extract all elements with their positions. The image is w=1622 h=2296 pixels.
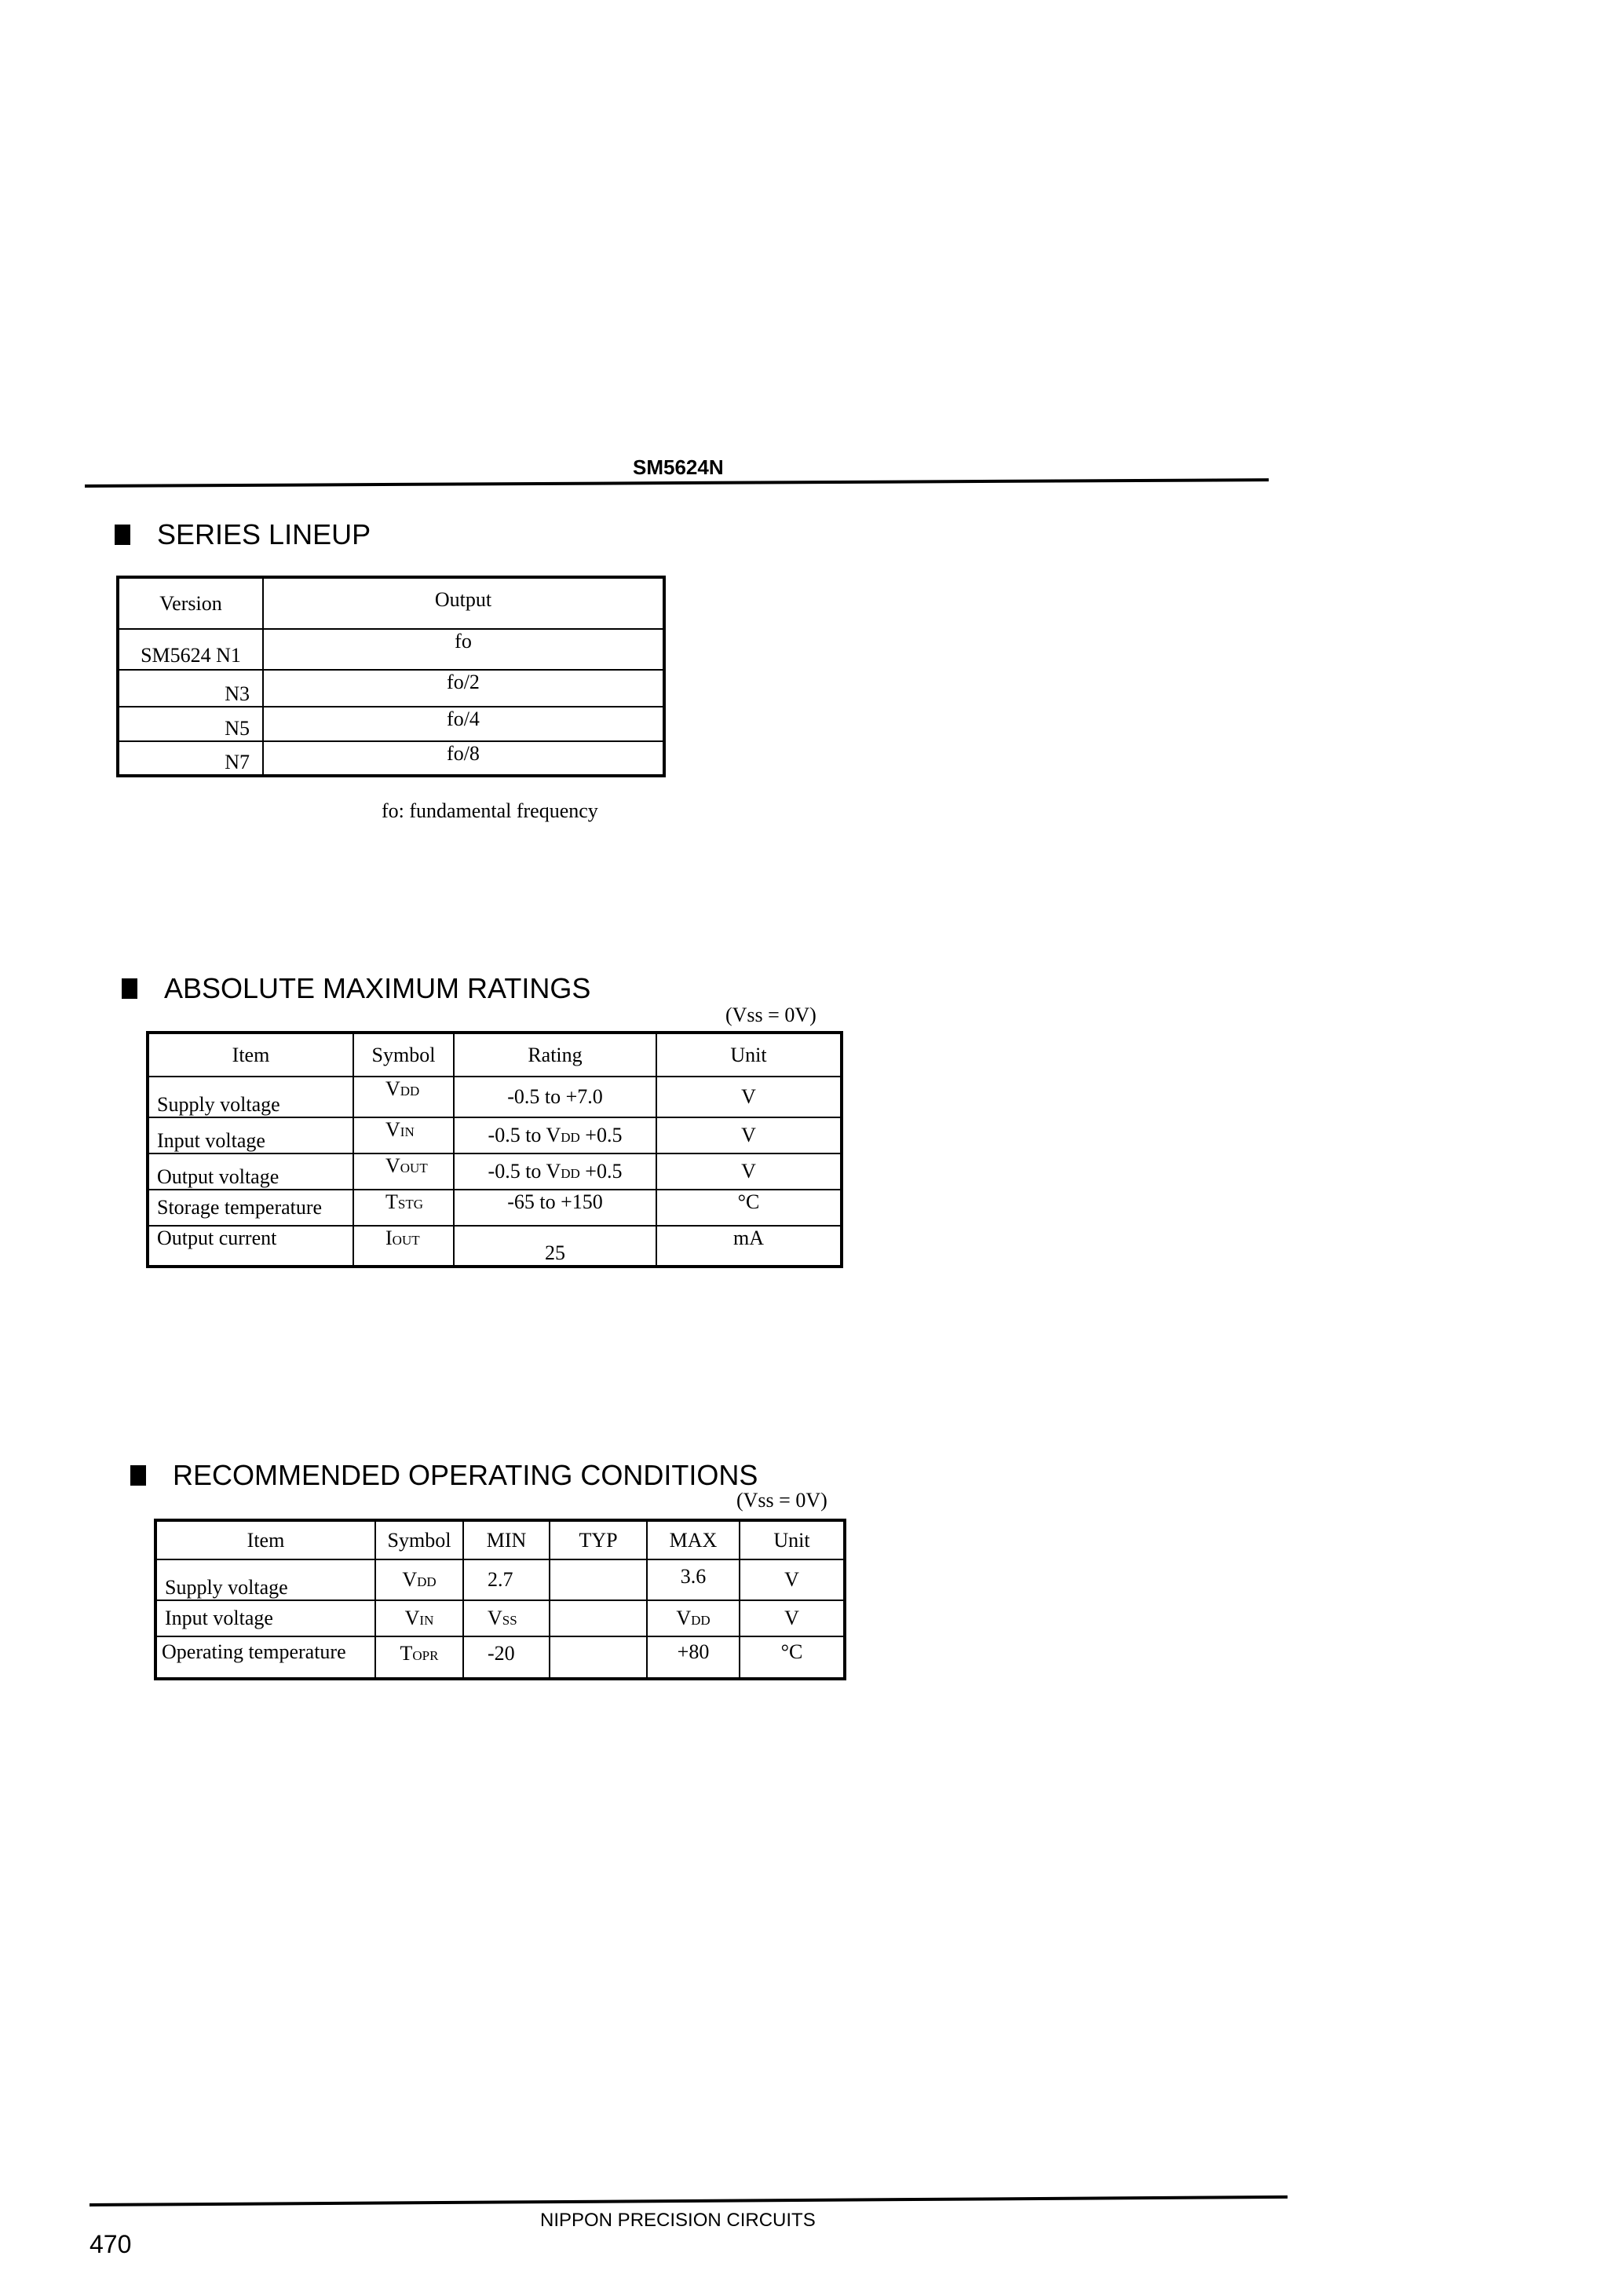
symbol-cell: VOUT [353, 1153, 454, 1190]
symbol-cell: TOPR [375, 1636, 463, 1679]
table-row [148, 1153, 842, 1190]
output-cell: fo/2 [263, 670, 664, 707]
square-bullet-icon [130, 1465, 146, 1486]
item-cell: Operating temperature [155, 1636, 375, 1679]
column-header-unit: Unit [656, 1033, 842, 1077]
unit-cell: V [740, 1600, 845, 1636]
column-header-item: Item [148, 1033, 353, 1077]
rating-cell: -0.5 to +7.0 [454, 1077, 656, 1117]
section-heading-series-lineup [115, 518, 371, 551]
table-row [118, 741, 664, 776]
symbol-cell: VDD [375, 1559, 463, 1600]
column-header-max: MAX [647, 1520, 740, 1559]
footnote: fo: fundamental frequency [382, 799, 598, 822]
output-cell: fo [263, 629, 664, 670]
document-part-number: SM5624N [633, 455, 724, 479]
table-row [118, 707, 664, 741]
footer-company-name: NIPPON PRECISION CIRCUITS [540, 2210, 816, 2231]
column-header-output: Output [263, 577, 664, 629]
rating-cell: -65 to +150 [454, 1190, 656, 1226]
square-bullet-icon [122, 978, 137, 999]
table-row [148, 1226, 842, 1267]
column-header-symbol: Symbol [375, 1520, 463, 1559]
section-title: ABSOLUTE MAXIMUM RATINGS [164, 972, 591, 1004]
item-cell: Supply voltage [155, 1559, 375, 1600]
table-row [148, 1190, 842, 1226]
min-cell: VSS [463, 1600, 550, 1636]
table-row [148, 1117, 842, 1153]
section-title: RECOMMENDED OPERATING CONDITIONS [173, 1459, 758, 1491]
column-header-rating: Rating [454, 1033, 656, 1077]
symbol-cell: TSTG [353, 1190, 454, 1226]
condition-note: (Vss = 0V) [725, 1004, 816, 1026]
rating-cell: 25 [454, 1226, 656, 1267]
min-cell: 2.7 [463, 1559, 550, 1600]
table-row [155, 1600, 845, 1636]
column-header-version: Version [118, 577, 263, 629]
table-row [148, 1077, 842, 1117]
unit-cell: °C [656, 1190, 842, 1226]
page-number: 470 [90, 2230, 132, 2258]
table-header-row [118, 577, 664, 629]
column-header-min: MIN [463, 1520, 550, 1559]
absolute-maximum-ratings-table [146, 1031, 843, 1268]
output-cell: fo/8 [263, 741, 664, 776]
unit-cell: V [740, 1559, 845, 1600]
item-cell: Input voltage [148, 1117, 353, 1153]
table-header-row [148, 1033, 842, 1077]
section-heading-absolute-maximum-ratings [122, 972, 590, 1005]
item-cell: Supply voltage [148, 1077, 353, 1117]
max-cell: VDD [647, 1600, 740, 1636]
section-heading-recommended-operating-conditions [130, 1459, 758, 1492]
column-header-unit: Unit [740, 1520, 845, 1559]
typ-cell [550, 1600, 647, 1636]
item-cell: Output current [148, 1226, 353, 1267]
table-row [118, 670, 664, 707]
max-cell: +80 [647, 1636, 740, 1679]
symbol-cell: VIN [375, 1600, 463, 1636]
table-row [155, 1559, 845, 1600]
typ-cell [550, 1636, 647, 1679]
series-lineup-table [116, 576, 666, 777]
version-cell: SM5624 N1 [118, 629, 263, 670]
item-cell: Output voltage [148, 1153, 353, 1190]
min-cell: -20 [463, 1636, 550, 1679]
condition-note: (Vss = 0V) [736, 1489, 827, 1512]
unit-cell: V [656, 1077, 842, 1117]
version-cell: N7 [118, 741, 263, 776]
unit-cell: mA [656, 1226, 842, 1267]
column-header-symbol: Symbol [353, 1033, 454, 1077]
table-row [118, 629, 664, 670]
unit-cell: °C [740, 1636, 845, 1679]
typ-cell [550, 1559, 647, 1600]
symbol-cell: VDD [353, 1077, 454, 1117]
max-cell: 3.6 [647, 1559, 740, 1600]
square-bullet-icon [115, 525, 130, 545]
column-header-typ: TYP [550, 1520, 647, 1559]
section-title: SERIES LINEUP [157, 518, 371, 550]
unit-cell: V [656, 1153, 842, 1190]
item-cell: Input voltage [155, 1600, 375, 1636]
rating-cell: -0.5 to VDD +0.5 [454, 1117, 656, 1153]
recommended-operating-conditions-table [154, 1519, 846, 1680]
symbol-cell: IOUT [353, 1226, 454, 1267]
symbol-cell: VIN [353, 1117, 454, 1153]
version-cell: N3 [118, 670, 263, 707]
version-cell: N5 [118, 707, 263, 741]
rating-cell: -0.5 to VDD +0.5 [454, 1153, 656, 1190]
item-cell: Storage temperature [148, 1190, 353, 1226]
output-cell: fo/4 [263, 707, 664, 741]
column-header-item: Item [155, 1520, 375, 1559]
table-header-row [155, 1520, 845, 1559]
table-row [155, 1636, 845, 1679]
footer-rule [90, 2195, 1288, 2206]
unit-cell: V [656, 1117, 842, 1153]
